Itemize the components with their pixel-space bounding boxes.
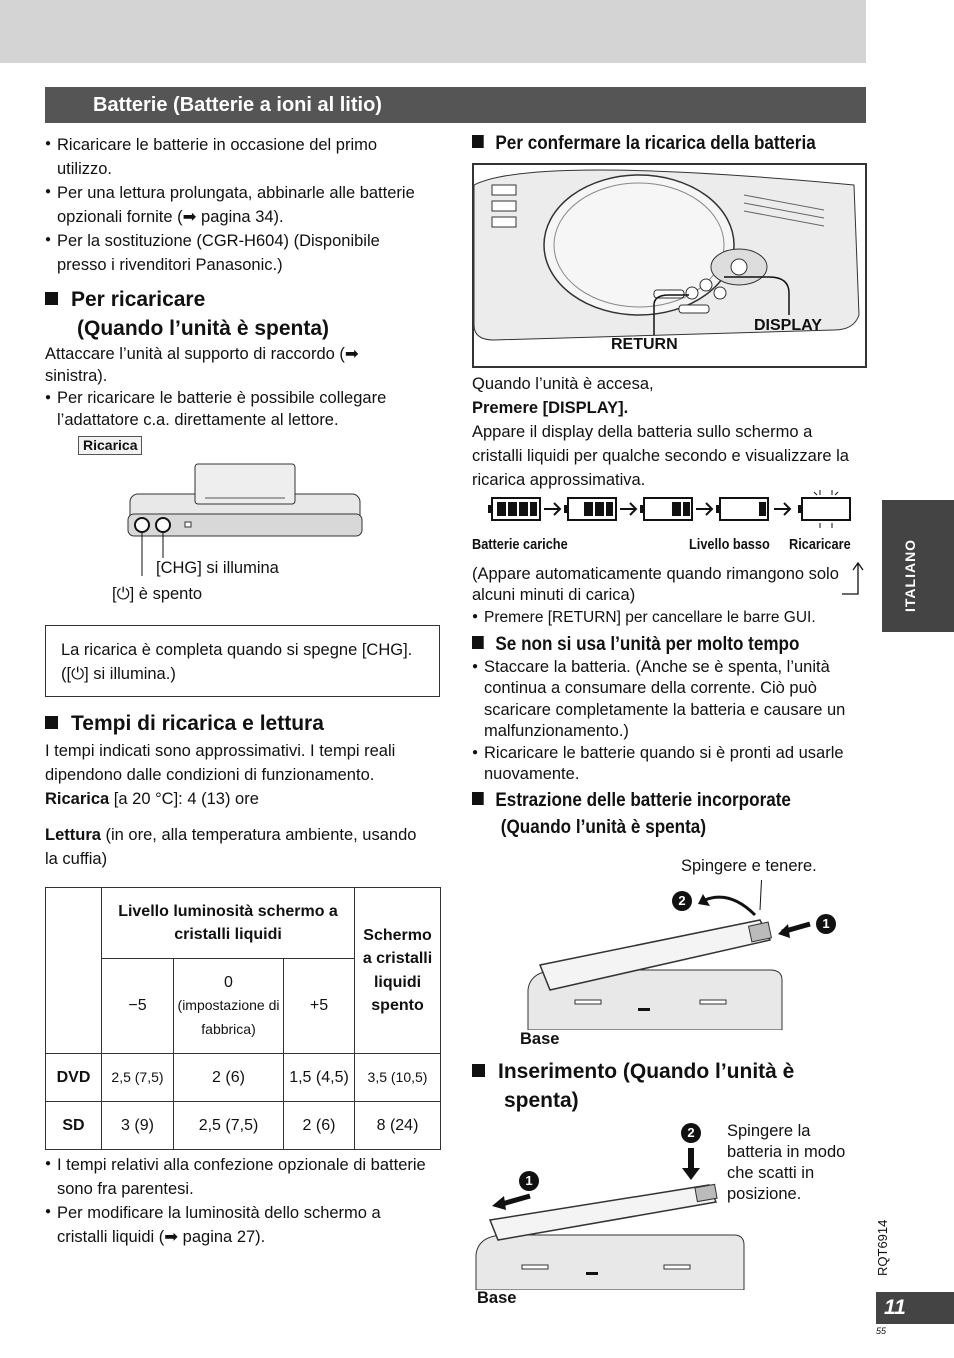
step-2-icon: 2 <box>672 891 692 911</box>
return-bullet: ● Premere [RETURN] per cancellare le barre GUI. <box>472 607 872 629</box>
top-bar <box>0 0 866 63</box>
step-2-icon: 2 <box>681 1123 701 1143</box>
intro-bullets <box>45 134 435 278</box>
square-bullet-icon <box>45 716 58 729</box>
unused-heading: Se non si usa l’unità per molto tempo <box>472 632 799 659</box>
auto-note: (Appare automaticamente quando rimangono solo alcuni minuti di carica) <box>472 565 839 605</box>
intro-bullet: ● Per una lettura prolungata, abbinarle alle batterie opzionali fornite (➡ pagina 34). <box>45 182 435 230</box>
label-low: Livello basso <box>689 536 770 553</box>
table-col-minus: −5 <box>102 959 174 1054</box>
insertion-heading: Inserimento (Quando l’unità è spenta) <box>472 1058 794 1116</box>
chg-label: [CHG] si illumina <box>156 559 279 577</box>
charge-note-box: La ricarica è completa quando si spegne [CHG]. ([⏻] si illumina.) <box>45 625 440 697</box>
side-tab: ITALIANO <box>882 500 954 632</box>
lettura-text: Lettura (in ore, alla temperatura ambiente, usando la cuffia) <box>45 826 417 868</box>
charge-heading: Per ricaricare (Quando l’unità è spenta) <box>45 286 445 344</box>
display-label: DISPLAY <box>754 317 822 334</box>
times-text: I tempi indicati sono approssimativi. I tempi reali dipendono dalle condizioni di funzionamento. Ricarica [a 20 °C]: 4 (13) ore <box>45 742 396 808</box>
times-table <box>45 887 441 1150</box>
battery-half-icon <box>640 498 692 520</box>
table-col-zero: 0 (impostazione di fabbrica) <box>174 959 284 1054</box>
battery-sequence-illustration <box>488 488 860 530</box>
doc-code: RQT6914 <box>875 1219 890 1276</box>
page-number: 11 <box>876 1292 954 1324</box>
confirm-text: Quando l’unità è accesa, Premere [DISPLAY]. Appare il display della batteria sullo schermo a cristalli liquidi per qualche secondo e visualizzare la ricarica approssimativa. <box>472 375 849 489</box>
times-bullets: ● I tempi relativi alla confezione opzionale di batterie sono fra parentesi. ● Per modificare la luminosità dello schermo a cristalli liquidi (➡ pagina 27). <box>45 1154 435 1250</box>
ricarica-label: Ricarica <box>78 436 142 455</box>
insertion-base-label: Base <box>477 1289 517 1307</box>
battery-three-quarter-icon <box>564 498 616 520</box>
power-label: [⏻] è spento <box>112 585 203 603</box>
square-bullet-icon <box>472 636 484 649</box>
square-bullet-icon <box>472 792 484 805</box>
times-heading: Tempi di ricarica e lettura <box>45 710 324 739</box>
table-row: SD 3 (9) 2,5 (7,5) 2 (6) 8 (24) <box>46 1102 441 1150</box>
label-full: Batterie cariche <box>472 536 568 553</box>
table-row: DVD 2,5 (7,5) 2 (6) 1,5 (4,5) 3,5 (10,5) <box>46 1054 441 1102</box>
table-header-off: Schermo a cristalli liquidi spento <box>355 888 441 1054</box>
section-title: Batterie (Batterie a ioni al litio) <box>45 87 866 123</box>
arrow-up-icon <box>840 560 864 596</box>
intro-bullet: ● Ricaricare le batterie in occasione del primo utilizzo. <box>45 134 435 182</box>
table-col-plus: +5 <box>284 959 355 1054</box>
square-bullet-icon <box>45 292 58 305</box>
square-bullet-icon <box>472 1064 485 1077</box>
label-recharge: Ricaricare <box>789 536 851 553</box>
table-corner <box>46 888 102 1054</box>
confirm-heading: Per confermare la ricarica della batteria <box>472 131 816 158</box>
step-1-icon: 1 <box>519 1171 539 1191</box>
charge-text: Attaccare l’unità al supporto di raccordo (➡ sinistra). ● Per ricaricare le batterie è possibile collegare l’adattatore c.a. direttamente al lettore. <box>45 344 440 432</box>
insertion-illustration <box>474 1140 754 1290</box>
removal-push-label: Spingere e tenere. <box>681 857 817 875</box>
removal-base-label: Base <box>520 1030 560 1048</box>
square-bullet-icon <box>472 135 484 148</box>
battery-low-icon <box>716 498 768 520</box>
removal-heading: Estrazione delle batterie incorporate (Quando l’unità è spenta) <box>472 788 791 841</box>
battery-empty-icon <box>798 490 850 528</box>
insertion-push-label: Spingere la batteria in modo che scatti in posizione. <box>727 1122 846 1204</box>
removal-illustration <box>520 880 820 1030</box>
step-1-icon: 1 <box>816 914 836 934</box>
battery-full-icon <box>488 498 540 520</box>
small-number: 55 <box>876 1326 887 1336</box>
unused-bullets: ● Staccare la batteria. (Anche se è spenta, l’unità continua a consumare della corrente. Ciò può scaricare completamente la batteria e causare un malfunzionamento.) ● Ricaricare le batterie quando si è pronti ad usarle nuovamente. <box>472 657 864 786</box>
table-header-brightness: Livello luminosità schermo a cristalli liquidi <box>102 888 355 959</box>
return-label: RETURN <box>611 336 678 353</box>
intro-bullet: ● Per la sostituzione (CGR-H604) (Disponibile presso i rivenditori Panasonic.) <box>45 230 420 278</box>
